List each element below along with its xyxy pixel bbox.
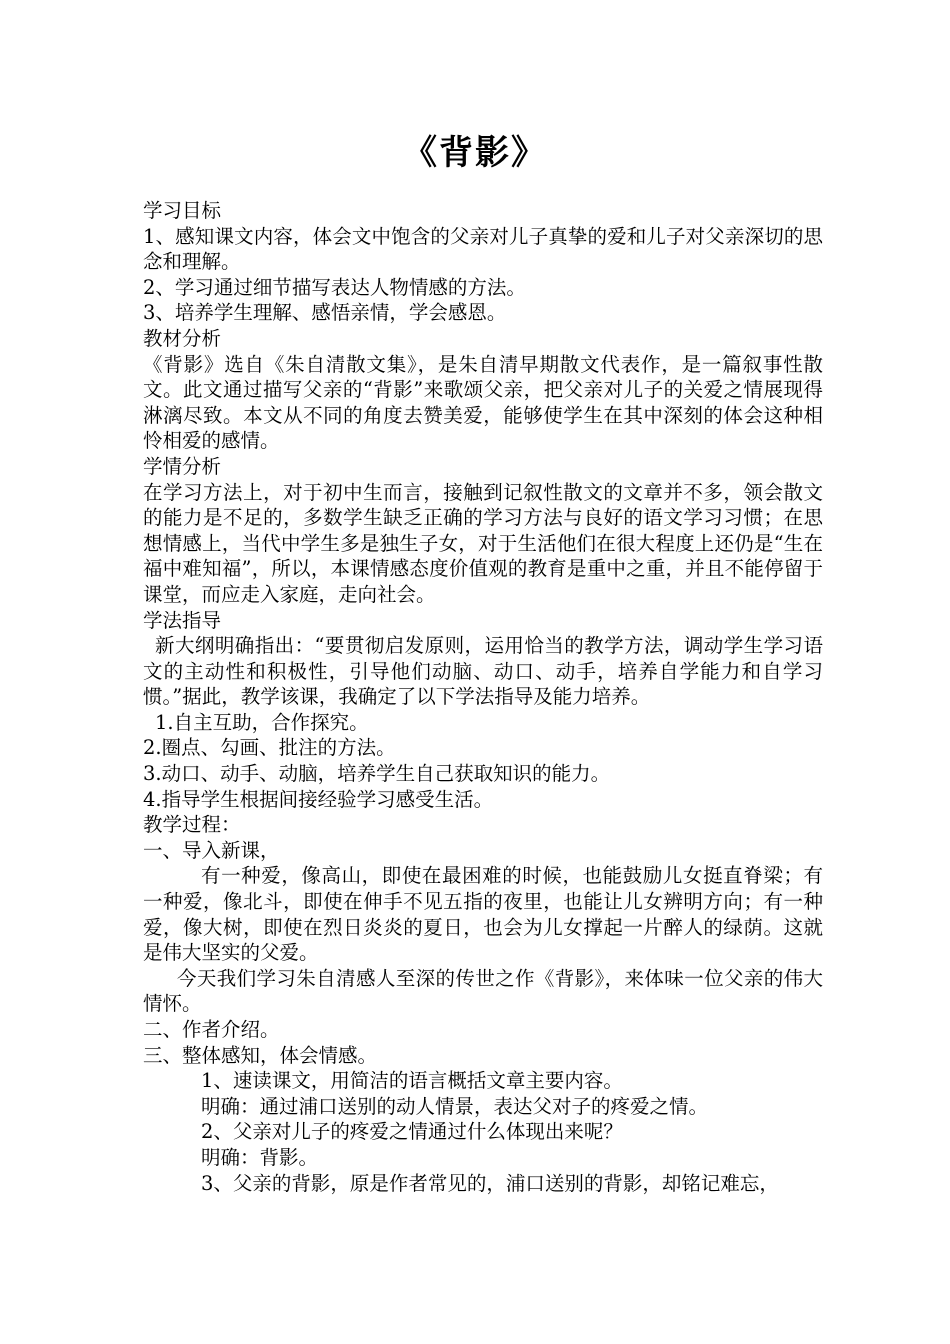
paragraph: 新大纲明确指出：“要贯彻启发原则，运用恰当的教学方法，调动学生学习语文的主动性和积极性，引导他们动脑、动口、动手，培养自学能力和自学习惯。”据此，教学该课，我确定了以下学法指导及能力培养。 — [143, 634, 823, 709]
paragraph: 学法指导 — [143, 608, 222, 632]
page-title: 《背影》 — [403, 133, 547, 173]
paragraph: 二、作者介绍。 — [143, 1018, 280, 1041]
paragraph: 4.指导学生根据间接经验学习感受生活。 — [143, 787, 494, 811]
paragraph: 3、培养学生理解、感悟亲情，学会感恩。 — [143, 301, 507, 325]
paragraph: 明确：背影。 — [201, 1145, 319, 1169]
paragraph: 1、感知课文内容，体会文中饱含的父亲对儿子真挚的爱和儿子对父亲深切的思念和理解。 — [143, 224, 823, 274]
paragraph: 今天我们学习朱自清感人至深的传世之作《背影》，来体味一位父亲的伟大情怀。 — [143, 966, 823, 1016]
paragraph: 学情分析 — [143, 454, 222, 478]
paragraph: 2、学习通过细节描写表达人物情感的方法。 — [143, 275, 526, 299]
paragraph: 3.动口、动手、动脑，培养学生自己获取知识的能力。 — [143, 762, 611, 786]
paragraph: 2、父亲对儿子的疼爱之情通过什么体现出来呢？ — [201, 1120, 623, 1144]
paragraph: 有一种爱，像高山，即使在最困难的时候，也能鼓励儿女挺直脊梁；有一种爱，像北斗，即使在伸手不见五指的夜里，也能让儿女辨明方向；有一种爱，像大树，即使在烈日炎炎的夏日，也会为儿女撑起一片醉人的绿荫。这就是伟大坚实的父爱。 — [143, 864, 823, 965]
paragraph: 三、整体感知，体会情感。 — [143, 1043, 378, 1067]
paragraph: 教学过程： — [143, 813, 241, 837]
document-body — [143, 198, 823, 1196]
paragraph: 1.自主互助，合作探究。 — [155, 710, 369, 734]
paragraph: 明确：通过浦口送别的动人情景，表达父对子的疼爱之情。 — [201, 1094, 709, 1118]
paragraph: 学习目标 — [143, 199, 222, 222]
paragraph: 2.圈点、勾画、批注的方法。 — [143, 736, 396, 760]
paragraph: 教材分析 — [143, 326, 222, 350]
paragraph: 3、父亲的背影，原是作者常见的，浦口送别的背影，却铭记难忘， — [201, 1171, 779, 1195]
paragraph: 《背影》选自《朱自清散文集》，是朱自清早期散文代表作，是一篇叙事性散文。此文通过描写父亲的“背影”来歌颂父亲，把父亲对儿子的关爱之情展现得淋漓尽致。本文从不同的角度去赞美爱，能够使学生在其中深刻的体会这种相怜相爱的感情。 — [143, 352, 823, 453]
paragraph: 1、速读课文，用简洁的语言概括文章主要内容。 — [201, 1069, 623, 1093]
paragraph: 在学习方法上，对于初中生而言，接触到记叙性散文的文章并不多，领会散文的能力是不足的，多数学生缺乏正确的学习方法与良好的语文学习习惯；在思想情感上，当代中学生多是独生子女，对于生活他们在很大程度上还仍是“生在福中难知福”，所以，本课情感态度价值观的教育是重中之重，并且不能停留于课堂，而应走入家庭，走向社会。 — [143, 480, 823, 606]
paragraph: 一、导入新课， — [143, 838, 280, 862]
